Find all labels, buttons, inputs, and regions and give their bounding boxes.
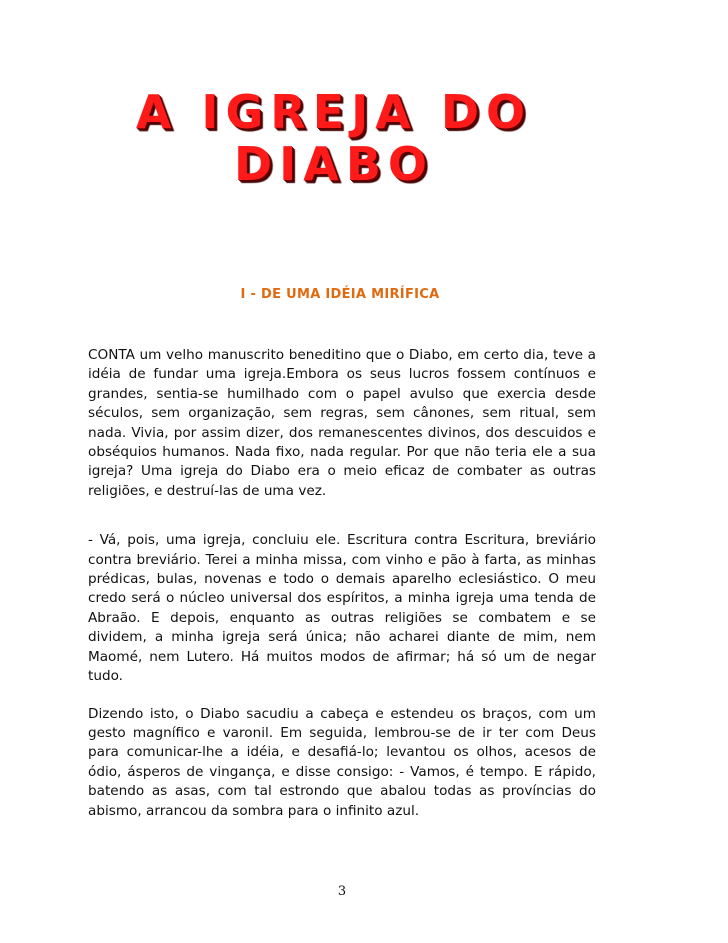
paragraph-3: Dizendo isto, o Diabo sacudiu a cabeça e estendeu os braços, com um gesto magnífico e varonil. Em seguida, lembrou-se de ir ter com Deus para comunicar-lhe a idéia, e desafiá-lo; levantou os olhos, acesos de ódio, ásperos de vingança, e disse consigo: - Vamos, é tempo. E rápido, batendo as asas, com tal estrondo que abalou todas as províncias do abismo, arrancou da sombra para o infinito azul. bbox=[88, 705, 596, 819]
paragraph-1: CONTA um velho manuscrito beneditino que o Diabo, em certo dia, teve a idéia de fundar uma igreja.Embora os seus lucros fossem contínuos e grandes, sentia-se humilhado com o papel avulso que exercia desde séculos, sem organização, sem regras, sem cânones, sem ritual, sem nada. Vivia, por assim dizer, dos remanescentes divinos, dos descuidos e obséquios humanos. Nada fixo, nada regular. Por que não teria ele a sua igreja? Uma igreja do Diabo era o meio eficaz de combater as outras religiões, e destruí-las de uma vez. bbox=[88, 347, 596, 499]
title-line-1: A IGREJA DO bbox=[135, 85, 533, 139]
page-number: 3 bbox=[337, 884, 347, 899]
body-text bbox=[88, 346, 596, 821]
paragraph-2: - Vá, pois, uma igreja, concluiu ele. Escritura contra Escritura, breviário contra breviário. Terei a minha missa, com vinho e pão à farta, as minhas prédicas, bulas, novenas e todo o demais aparelho eclesiástico. O meu credo será o núcleo universal dos espíritos, a minha igreja uma tenda de Abraão. E depois, enquanto as outras religiões se combatem e se dividem, a minha igreja será única; não acharei diante de mim, nem Maomé, nem Lutero. Há muitos modos de afirmar; há só um de negar tudo. bbox=[88, 532, 596, 685]
title-line-2: DIABO bbox=[233, 137, 435, 191]
chapter-heading: I - DE UMA IDÉIA MIRÍFICA bbox=[240, 287, 440, 302]
book-title bbox=[0, 86, 668, 190]
